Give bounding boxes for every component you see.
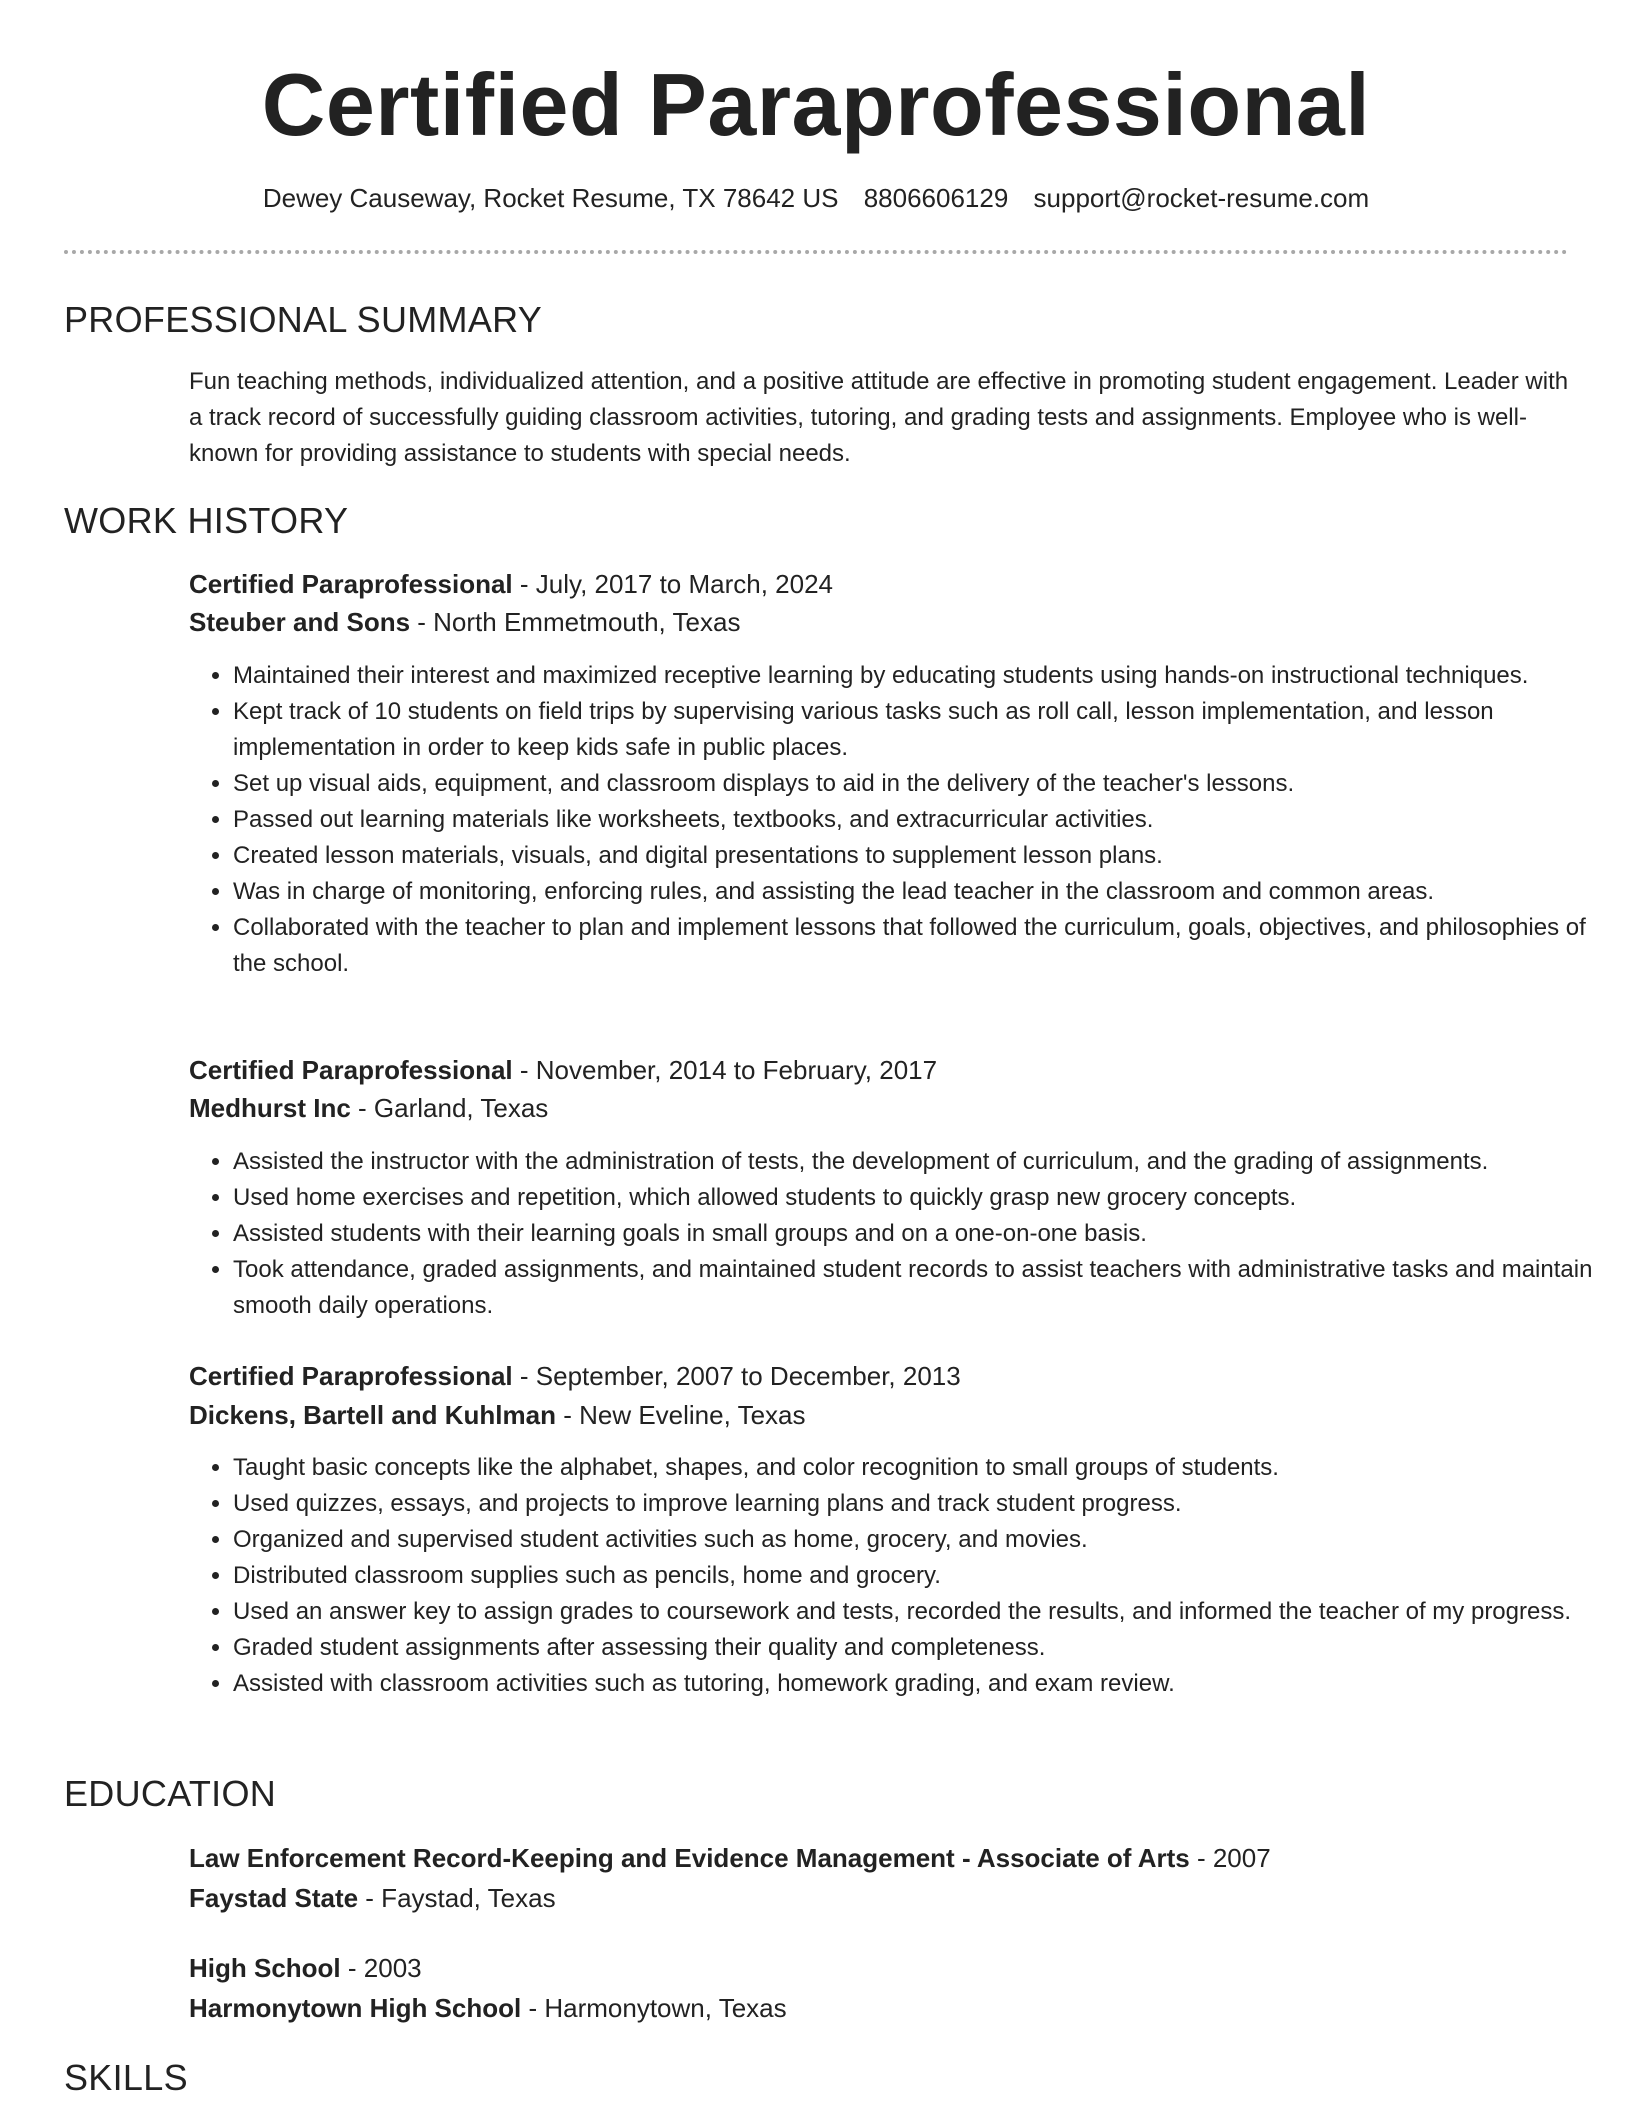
education-2-degree-line — [189, 1950, 1579, 1986]
list-item: • Assisted the instructor with the administration of tests, the development of curriculum, and the grading of assignments. — [233, 1144, 1618, 1180]
job-2-location: - Garland, Texas — [350, 1093, 549, 1123]
education-2-location: - Harmonytown, Texas — [521, 1993, 787, 2023]
education-1-location: - Faystad, Texas — [358, 1883, 556, 1913]
education-2-degree: High School — [189, 1953, 341, 1983]
list-item: • Was in charge of monitoring, enforcing rules, and assisting the lead teacher in the classroom and common areas. — [233, 874, 1618, 910]
job-2-dates: - November, 2014 to February, 2017 — [512, 1055, 938, 1085]
work-history-heading: WORK HISTORY — [64, 500, 349, 541]
list-item: • Created lesson materials, visuals, and digital presentations to supplement lesson plans. — [233, 838, 1618, 874]
summary-text: Fun teaching methods, individualized attention, and a positive attitude are effective in promoting student engagement. Leader with a track record of successfully guiding classroom activities, tutoring, and grading tests and assignments. Employee who is well-known for providing assistance to students with special needs. — [189, 368, 1569, 467]
job-1-company-line — [189, 604, 1579, 640]
list-item: • Kept track of 10 students on field trips by supervising various tasks such as roll call, lesson implementation, and lesson implementation in order to keep kids safe in public places. — [233, 694, 1618, 766]
job-3-company-line — [189, 1397, 1579, 1433]
list-item: • Taught basic concepts like the alphabet, shapes, and color recognition to small groups of students. — [233, 1450, 1618, 1486]
candidate-name: Certified Paraprofessional — [261, 55, 1371, 154]
list-item: • Graded student assignments after assessing their quality and completeness. — [233, 1630, 1618, 1666]
job-1-bullets — [189, 658, 1618, 982]
job-2-company-line — [189, 1090, 1579, 1126]
summary-heading: PROFESSIONAL SUMMARY — [64, 299, 543, 340]
contact-phone: 8806606129 — [863, 183, 1009, 213]
job-3-title-line — [189, 1358, 1579, 1394]
header-divider — [64, 250, 1568, 254]
job-2-title-line — [189, 1052, 1579, 1088]
skills-heading: SKILLS — [64, 2057, 188, 2098]
list-item: • Used home exercises and repetition, which allowed students to quickly grasp new grocery concepts. — [233, 1180, 1618, 1216]
list-item: • Used quizzes, essays, and projects to improve learning plans and track student progress. — [233, 1486, 1618, 1522]
job-3-dates: - September, 2007 to December, 2013 — [512, 1361, 961, 1391]
list-item: • Used an answer key to assign grades to coursework and tests, recorded the results, and informed the teacher of my progress. — [233, 1594, 1618, 1630]
job-1-location: - North Emmetmouth, Texas — [410, 607, 741, 637]
contact-line — [0, 180, 1632, 216]
education-2-school: Harmonytown High School — [189, 1993, 522, 2023]
job-3-role: Certified Paraprofessional — [189, 1361, 513, 1391]
education-1-degree-line — [189, 1840, 1579, 1876]
contact-address: Dewey Causeway, Rocket Resume, TX 78642 US — [262, 183, 839, 213]
list-item: • Distributed classroom supplies such as pencils, home and grocery. — [233, 1558, 1618, 1594]
job-1-company: Steuber and Sons — [189, 607, 411, 637]
list-item: • Passed out learning materials like worksheets, textbooks, and extracurricular activities. — [233, 802, 1618, 838]
job-3-bullets — [189, 1450, 1618, 1702]
job-1-dates: - July, 2017 to March, 2024 — [512, 569, 834, 599]
education-2-school-line — [189, 1990, 1579, 2026]
contact-email: support@rocket-resume.com — [1033, 183, 1370, 213]
list-item: • Took attendance, graded assignments, and maintained student records to assist teachers with administrative tasks and maintain smooth daily operations. — [233, 1252, 1618, 1324]
job-2-bullets — [189, 1144, 1618, 1324]
list-item: • Maintained their interest and maximized receptive learning by educating students using hands-on instructional techniques. — [233, 658, 1618, 694]
education-1-school: Faystad State — [189, 1883, 359, 1913]
job-3-company: Dickens, Bartell and Kuhlman — [189, 1400, 556, 1430]
education-1-degree: Law Enforcement Record-Keeping and Evidence Management - Associate of Arts — [189, 1843, 1190, 1873]
job-3-location: - New Eveline, Texas — [555, 1400, 806, 1430]
list-item: • Assisted students with their learning goals in small groups and on a one-on-one basis. — [233, 1216, 1618, 1252]
education-heading: EDUCATION — [64, 1773, 277, 1814]
education-2-year: - 2003 — [340, 1953, 422, 1983]
list-item: • Set up visual aids, equipment, and classroom displays to aid in the delivery of the teacher's lessons. — [233, 766, 1618, 802]
list-item: • Assisted with classroom activities such as tutoring, homework grading, and exam review. — [233, 1666, 1618, 1702]
job-2-role: Certified Paraprofessional — [189, 1055, 513, 1085]
job-1-title-line — [189, 566, 1579, 602]
job-2-company: Medhurst Inc — [189, 1093, 351, 1123]
list-item: • Organized and supervised student activities such as home, grocery, and movies. — [233, 1522, 1618, 1558]
education-1-year: - 2007 — [1189, 1843, 1271, 1873]
list-item: • Collaborated with the teacher to plan and implement lessons that followed the curriculum, goals, objectives, and philosophies of the school. — [233, 910, 1618, 982]
job-1-role: Certified Paraprofessional — [189, 569, 513, 599]
education-1-school-line — [189, 1880, 1579, 1916]
